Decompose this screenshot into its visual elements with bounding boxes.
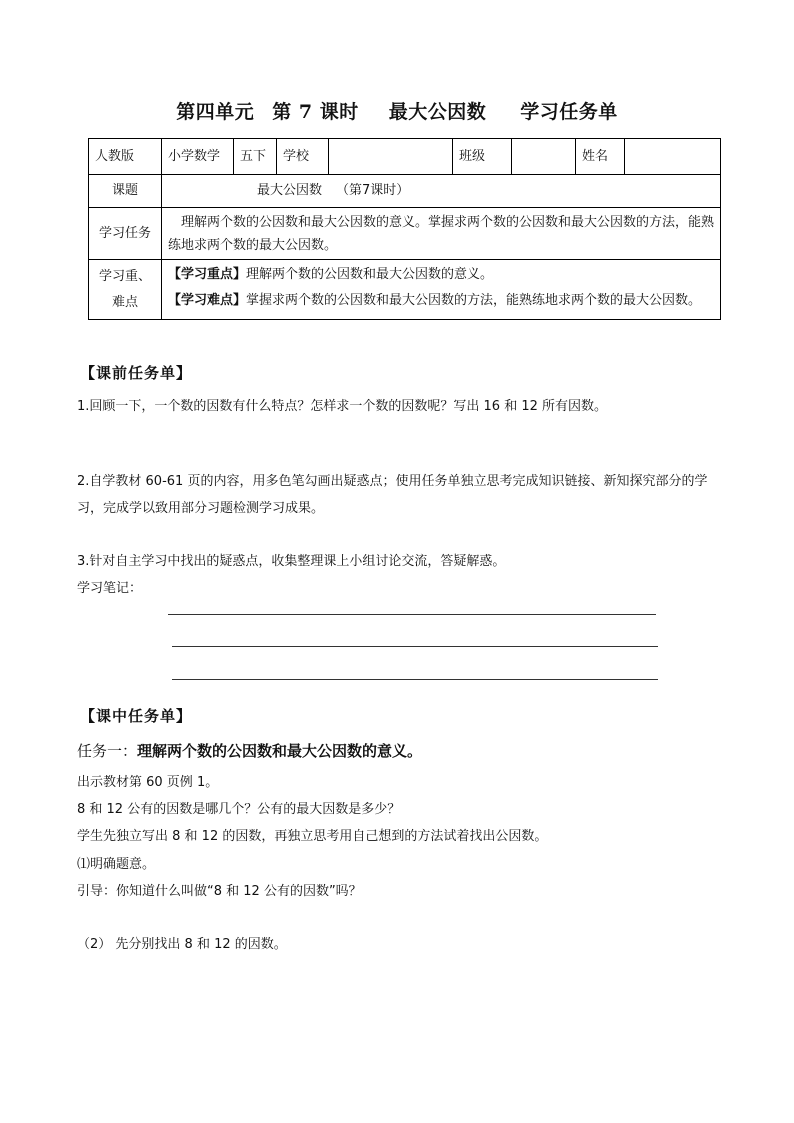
difficult-point-tag: 【学习难点】 <box>168 293 247 308</box>
focus-label-line1: 学习重、 <box>98 268 151 284</box>
topic-value: 最大公因数 <box>257 183 323 198</box>
pre-class-question-1: 1.回顾一下，一个数的因数有什么特点？怎样求一个数的因数呢？写出 16 和 12 所有因数。 <box>77 399 608 414</box>
in-class-line-5: 引导：你知道什么叫做“8 和 12 公有的因数”吗？ <box>77 884 362 899</box>
in-class-line-3: 学生先独立写出 8 和 12 的因数，再独立思考用自己想到的方法试着找出公因数。 <box>77 829 548 844</box>
notes-line[interactable] <box>172 679 658 680</box>
topic-title: 最大公因数 <box>388 101 487 123</box>
school-field[interactable] <box>329 139 453 175</box>
task-label: 学习任务 <box>89 208 162 260</box>
in-class-line-1: 出示教材第 60 页例 1。 <box>77 775 219 790</box>
publisher-cell: 人教版 <box>89 139 162 175</box>
notes-label: 学习笔记： <box>77 581 143 596</box>
unit-title: 第四单元 <box>176 101 255 123</box>
info-table <box>88 138 721 320</box>
topic-cell <box>162 175 721 208</box>
doc-type-title: 学习任务单 <box>520 101 618 123</box>
task-value: 理解两个数的公因数和最大公因数的意义。掌握求两个数的公因数和最大公因数的方法，能熟练地求两个数的最大公因数。 <box>162 208 721 260</box>
topic-label: 课题 <box>89 175 162 208</box>
in-class-line-6: （2） 先分别找出 8 和 12 的因数。 <box>77 937 287 952</box>
lesson-title: 第 7 课时 <box>272 101 359 123</box>
subject-cell: 小学数学 <box>162 139 234 175</box>
pre-class-question-3: 3.针对自主学习中找出的疑惑点，收集整理课上小组讨论交流，答疑解惑。 <box>77 554 506 569</box>
info-row-meta <box>89 139 721 175</box>
class-label: 班级 <box>453 139 512 175</box>
difficult-point-text: 掌握求两个数的公因数和最大公因数的方法，能熟练地求两个数的最大公因数。 <box>246 293 702 308</box>
key-point-tag: 【学习重点】 <box>168 267 247 282</box>
key-point <box>168 262 714 288</box>
in-class-line-2: 8 和 12 公有的因数是哪几个？公有的最大因数是多少？ <box>77 802 401 817</box>
name-label: 姓名 <box>576 139 625 175</box>
name-field[interactable] <box>625 139 721 175</box>
pre-class-heading: 【课前任务单】 <box>80 364 193 382</box>
info-row-task <box>89 208 721 260</box>
task-1-text: 理解两个数的公因数和最大公因数的意义。 <box>137 742 423 760</box>
grade-cell: 五下 <box>234 139 277 175</box>
school-label: 学校 <box>277 139 329 175</box>
in-class-heading: 【课中任务单】 <box>80 707 193 725</box>
page-title <box>0 97 794 124</box>
pre-class-question-2: 2.自学教材 60-61 页的内容，用多色笔勾画出疑惑点；使用任务单独立思考完成知识链接、新知探究部分的学习，完成学以致用部分习题检测学习成果。 <box>77 474 708 516</box>
focus-label <box>89 260 162 320</box>
notes-line[interactable] <box>172 646 658 647</box>
in-class-line-4: ⑴明确题意。 <box>77 857 156 872</box>
notes-line[interactable] <box>168 614 656 615</box>
task-1-prefix: 任务一： <box>77 742 138 760</box>
focus-label-line2: 难点 <box>111 294 138 310</box>
topic-note: （第7课时） <box>336 183 410 198</box>
info-row-focus <box>89 260 721 320</box>
class-field[interactable] <box>512 139 576 175</box>
key-point-text: 理解两个数的公因数和最大公因数的意义。 <box>246 267 494 282</box>
task-1-title <box>77 740 422 761</box>
focus-value <box>162 260 721 320</box>
info-row-topic <box>89 175 721 208</box>
difficult-point <box>168 288 714 314</box>
